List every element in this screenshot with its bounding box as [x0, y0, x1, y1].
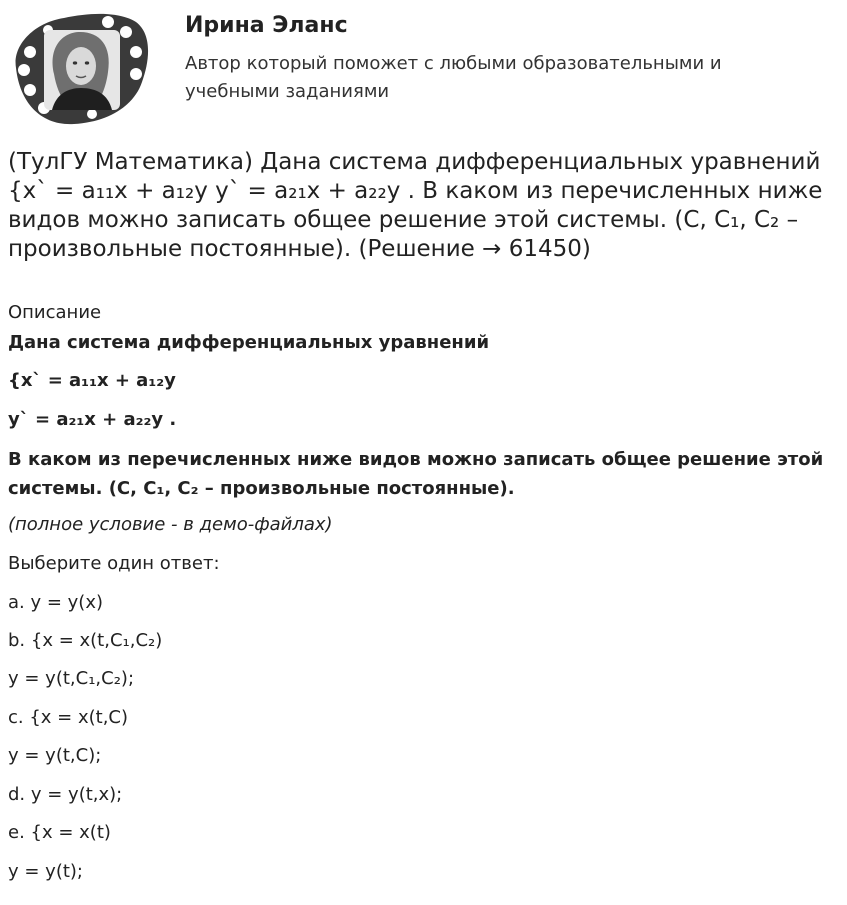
- option-c-line2: y = y(t,C);: [8, 745, 102, 766]
- option-a[interactable]: a. y = y(x): [8, 592, 104, 613]
- author-description: Автор который поможет с любыми образовательными и учебными заданиями: [185, 53, 722, 102]
- equation-2: y` = a₂₁x + a₂₂y .: [8, 409, 177, 430]
- option-e-line2: y = y(t);: [8, 861, 83, 882]
- intro-text: Дана система дифференциальных уравнений: [8, 332, 490, 353]
- option-b-line2: y = y(t,C₁,C₂);: [8, 668, 135, 689]
- answer-prompt: Выберите один ответ:: [8, 553, 220, 574]
- equation-1: {x` = a₁₁x + a₁₂y: [8, 370, 176, 391]
- author-name[interactable]: Ирина Эланс: [185, 13, 348, 38]
- option-c[interactable]: c. {x = x(t,C): [8, 707, 129, 728]
- question-text: В каком из перечисленных ниже видов можно записать общее решение этой системы. (C, C₁, C₂ – произвольные постоянные).: [8, 449, 824, 499]
- option-d[interactable]: d. y = y(t,x);: [8, 784, 123, 805]
- author-avatar[interactable]: [8, 8, 150, 126]
- description-label: Описание: [8, 302, 102, 323]
- option-e[interactable]: e. {x = x(t): [8, 822, 111, 843]
- author-card: [8, 8, 838, 128]
- demo-note: (полное условие - в демо-файлах): [8, 514, 333, 535]
- task-title: (ТулГУ Математика) Дана система дифференциальных уравнений {x` = a₁₁x + a₁₂y y` = a₂₁x + a₂₂y . В каком из перечисленных ниже видов можно записать общее решение этой системы. (C, C₁, C₂ – произвольные постоянные). (Решение → 61450): [8, 149, 823, 262]
- option-b[interactable]: b. {x = x(t,C₁,C₂): [8, 630, 163, 651]
- author-photo: [44, 30, 120, 110]
